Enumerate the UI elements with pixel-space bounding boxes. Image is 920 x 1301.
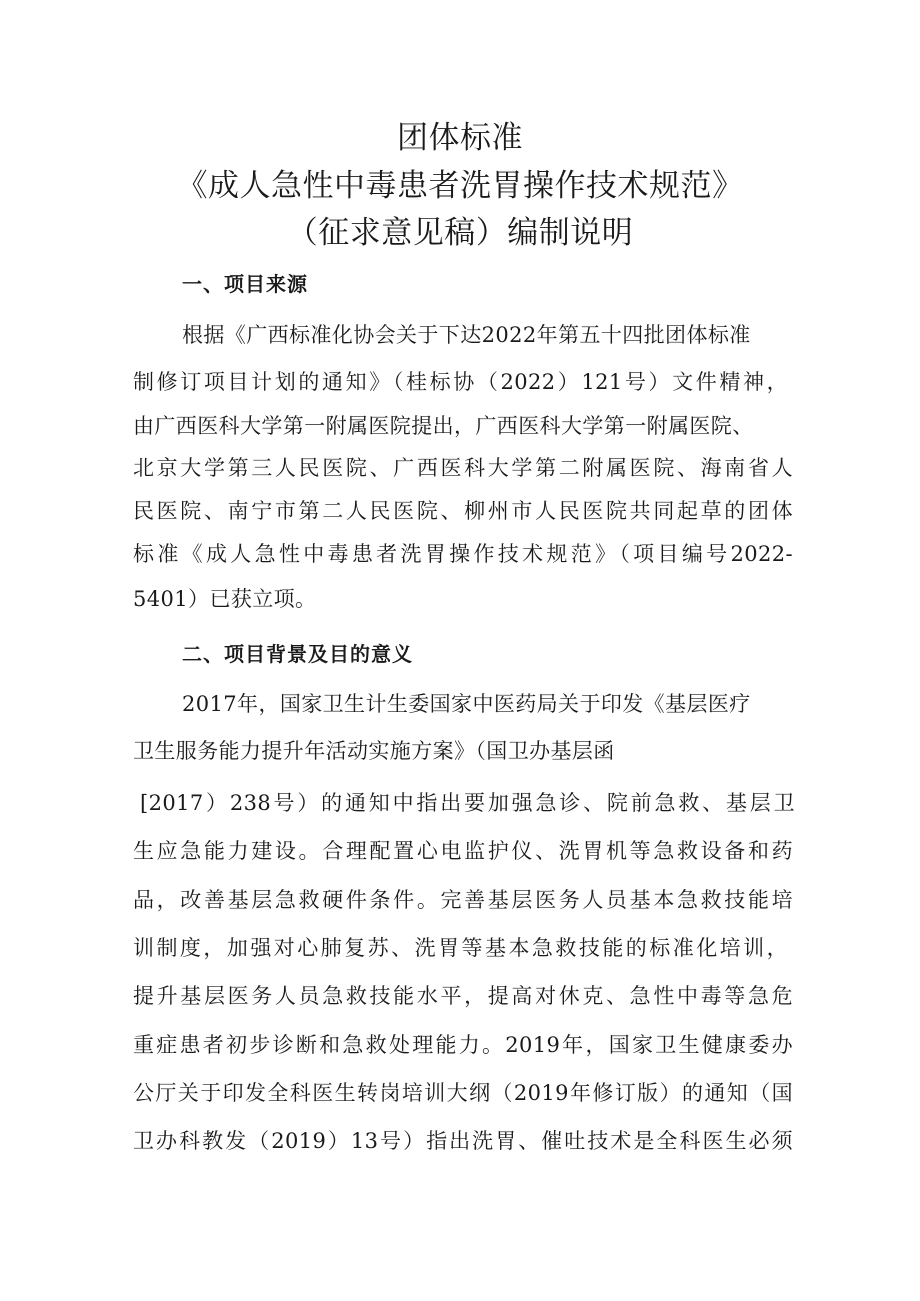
paragraph-line: 5401）已获立项。 (133, 587, 317, 611)
title-line-2: 《成人急性中毒患者洗胃操作技术规范》 (176, 168, 744, 204)
paragraph-line: 重症患者初步诊断和急救处理能力。2019年，国家卫生健康委办 (133, 1033, 793, 1057)
paragraph-line: 品，改善基层急救硬件条件。完善基层医务人员基本急救技能培 (133, 888, 793, 912)
paragraph-line: 标准《成人急性中毒患者洗胃操作技术规范》（项目编号2022- (133, 542, 793, 566)
paragraph-line: 制修订项目计划的通知》（桂标协（2022）121号）文件精神， (133, 370, 788, 394)
paragraph-line: 根据《广西标准化协会关于下达2022年第五十四批团体标准 (182, 323, 751, 347)
paragraph-line: 卫办科教发（2019）13号）指出洗胃、催吐技术是全科医生必须 (133, 1129, 793, 1153)
paragraph-line: 提升基层医务人员急救技能水平，提高对休克、急性中毒等急危 (133, 984, 793, 1008)
paragraph-line: 训制度，加强对心肺复苏、洗胃等基本急救技能的标准化培训， (133, 936, 788, 960)
section-2-heading: 二、项目背景及目的意义 (182, 642, 413, 666)
paragraph-line: 民医院、南宁市第二人民医院、柳州市人民医院共同起草的团体 (133, 499, 793, 523)
paragraph-line: 生应急能力建设。合理配置心电监护仪、洗胃机等急救设备和药 (133, 839, 793, 863)
title-line-1: 团体标准 (397, 120, 523, 156)
paragraph-line: 由广西医科大学第一附属医院提出，广西医科大学第一附属医院、 (133, 414, 754, 438)
paragraph-line: [2017）238号）的通知中指出要加强急诊、院前急救、基层卫 (140, 791, 795, 815)
paragraph-line: 公厅关于印发全科医生转岗培训大纲（2019年修订版）的通知（国 (133, 1081, 793, 1105)
paragraph-line: 2017年，国家卫生计生委国家中医药局关于印发《基层医疗 (182, 692, 751, 716)
title-line-3: （征求意见稿）编制说明 (286, 215, 634, 251)
paragraph-line: 北京大学第三人民医院、广西医科大学第二附属医院、海南省人 (133, 456, 793, 480)
paragraph-line: 卫生服务能力提升年活动实施方案》（国卫办基层函 (133, 739, 615, 763)
section-1-heading: 一、项目来源 (182, 272, 308, 296)
